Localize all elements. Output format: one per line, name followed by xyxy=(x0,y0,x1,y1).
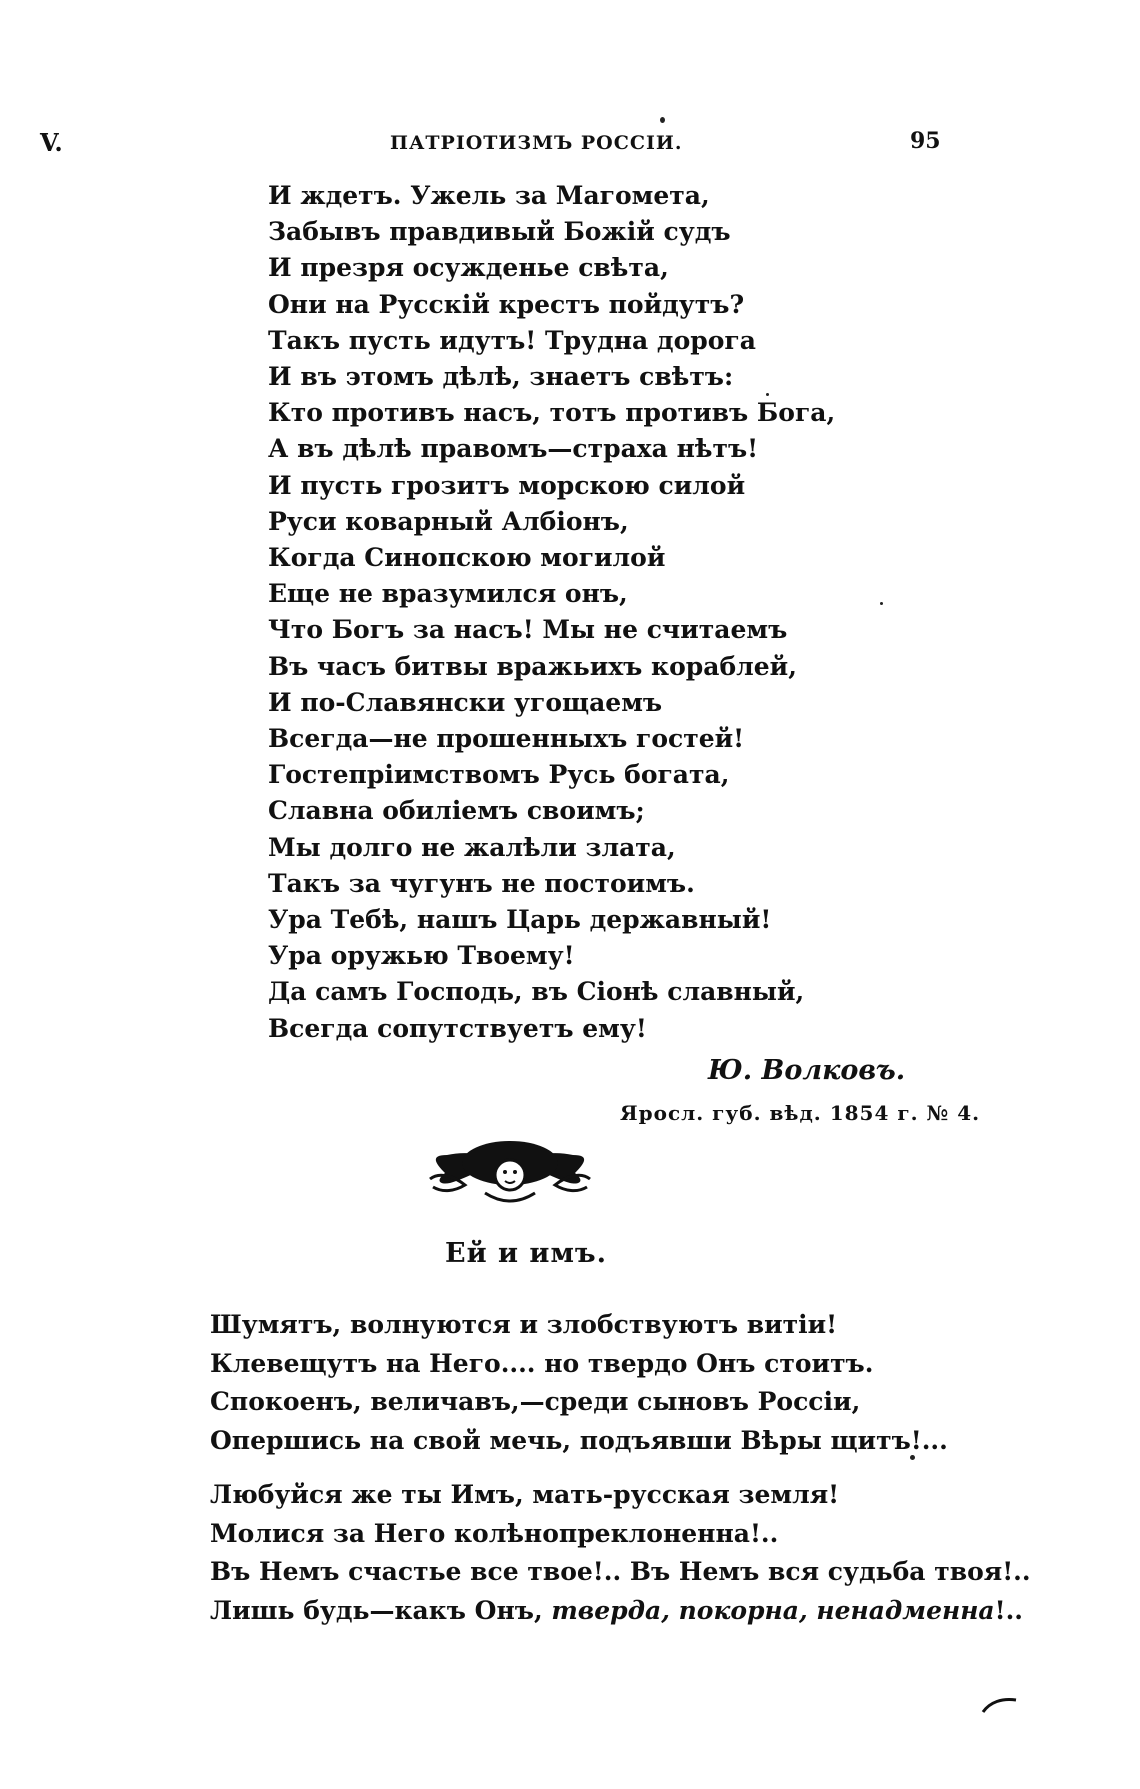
pencil-mark xyxy=(980,1692,1020,1716)
poem-line: И ждетъ. Ужель за Магомета, xyxy=(268,181,710,210)
last-line-italic: тверда, покорна, ненадменна xyxy=(551,1595,995,1625)
poem-line: Шумятъ, волнуются и злобствуютъ витіи! xyxy=(210,1310,838,1339)
cherub-ornament xyxy=(425,1133,595,1211)
ribbon xyxy=(485,1193,535,1201)
poem-line: Что Богъ за насъ! Мы не считаемъ xyxy=(268,615,788,645)
poem-line: Славна обиліемъ своимъ; xyxy=(268,796,645,826)
ink-speck xyxy=(660,117,665,123)
poem-volkov xyxy=(268,178,988,1047)
poem-line: Спокоенъ, величавъ,—среди сыновъ Россіи, xyxy=(210,1387,861,1416)
poem-stanza-1 xyxy=(210,1306,1010,1460)
poem-line: Клевещутъ на Него.... но твердо Онъ стоитъ. xyxy=(210,1348,874,1378)
poem-line: Въ Немъ счастье все твое!.. Въ Немъ вся судьба твоя!.. xyxy=(210,1557,1031,1586)
poem-line: Гостепріимствомъ Русь богата, xyxy=(268,760,730,790)
section-number: V. xyxy=(40,128,63,157)
poem-line: Еще не вразумился онъ, xyxy=(268,579,628,609)
poem-line: Въ часъ битвы вражьихъ кораблей, xyxy=(268,651,797,681)
page-number: 95 xyxy=(910,128,941,154)
poem-line: Опершись на свой мечь, подъявши Вѣры щитъ!... xyxy=(210,1425,948,1455)
poem-line: Забывъ правдивый Божій судъ xyxy=(268,217,731,247)
poem-line: Мы долго не жалѣли злата, xyxy=(268,832,676,862)
ink-speck xyxy=(880,602,883,605)
poem-line: Ура Тебѣ, нашъ Царь державный! xyxy=(268,905,772,935)
poem-line: Руси коварный Албіонъ, xyxy=(268,506,629,536)
last-line-prefix: Лишь будь—какъ Онъ, xyxy=(210,1595,552,1625)
poem-line: Такъ пусть идутъ! Трудна дорога xyxy=(268,325,756,355)
poem-line: И презря осужденье свѣта, xyxy=(268,253,669,283)
poem-line: И въ этомъ дѣлѣ, знаетъ свѣтъ: xyxy=(268,362,734,392)
poem-line: И по-Славянски угощаемъ xyxy=(268,687,663,717)
poem-line: И пусть грозитъ морскою силой xyxy=(268,470,746,500)
poem-title: Ей и имъ. xyxy=(445,1238,608,1269)
poem-line: А въ дѣлѣ правомъ—страха нѣтъ! xyxy=(268,434,759,464)
poem-line: Они на Русскій крестъ пойдутъ? xyxy=(268,289,745,319)
running-head xyxy=(0,128,1140,158)
ink-speck xyxy=(910,1455,915,1460)
running-title: ПАТРІОТИЗМЪ РОССІИ. xyxy=(390,132,683,154)
poem-line-last xyxy=(210,1592,1024,1631)
cherub-face xyxy=(495,1160,525,1190)
poem-stanza-2 xyxy=(210,1476,1031,1630)
poem-line: Молися за Него колѣнопреклоненна!.. xyxy=(210,1518,779,1548)
poem-line: Любуйся же ты Имъ, мать-русская земля! xyxy=(210,1480,840,1509)
poem-line: Да самъ Господь, въ Сіонѣ славный, xyxy=(268,977,805,1007)
poem-line: Такъ за чугунъ не постоимъ. xyxy=(268,868,695,898)
poem-line: Всегда—не прошенныхъ гостей! xyxy=(268,724,745,754)
poem-line: Кто противъ насъ, тотъ противъ Бога, xyxy=(268,398,836,428)
poem-line: Ура оружью Твоему! xyxy=(268,941,575,971)
last-line-suffix: !.. xyxy=(994,1595,1024,1625)
ink-speck xyxy=(766,393,769,396)
poem-line: Всегда сопутствуетъ ему! xyxy=(268,1013,647,1043)
poem-line: Когда Синопскою могилой xyxy=(268,543,666,573)
source-citation: Яросл. губ. вѣд. 1854 г. № 4. xyxy=(620,1101,981,1125)
author-signature: Ю. Волковъ. xyxy=(708,1055,906,1086)
